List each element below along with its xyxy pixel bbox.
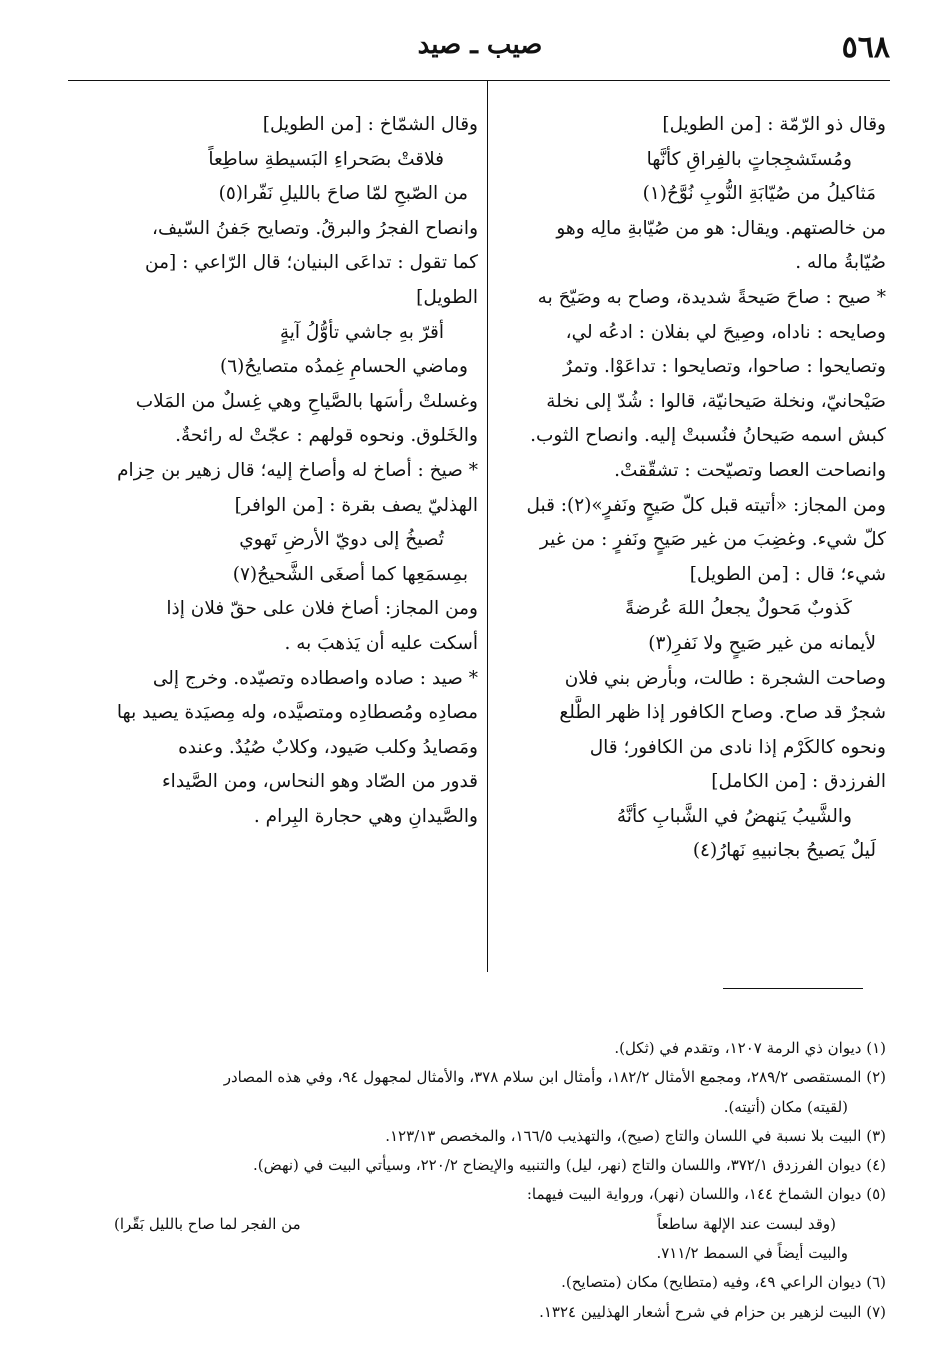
text-line: شيء؛ قال : [من الطويل] (689, 563, 886, 585)
footnotes (74, 1034, 886, 1327)
text-line: وغسلتْ رأسَها بالصَّياحِ وهي غِسلٌ من المَلاب (135, 390, 478, 412)
text-line: وقال ذو الرّمّة : [من الطويل] (662, 114, 886, 135)
verse-line: تُصيخُ إلى دويّ الأرضِ تَهوي (239, 529, 444, 551)
footnote-verse-first: (وقد لبست عند الإلهة ساطعاً (657, 1214, 836, 1233)
verse-line: وماضي الحسامِ غِمدُه متصايحُ(٦) (220, 356, 468, 378)
text-line: وصاحت الشجرة : طالت، وبأرض بني فلان (564, 667, 886, 689)
left-column (78, 108, 478, 834)
text-line: والخَلوق. ونحوه قولهم : عجّتْ له رائحةٌ. (175, 425, 478, 447)
text-line: صَيْحانيّ، ونخلة صَيحانيّة، قالوا : شُدّ إلى نخلة (546, 390, 886, 412)
text-line: الطويل] (416, 286, 478, 308)
footnote: (٤) ديوان الفرزدق ٣٧٢/١، واللسان والتاج (نهر، ليل) والتنبيه والإيضاح ٢٢٠/٢، وسيأتي البيت في (نهض). (252, 1156, 886, 1175)
text-line: أسكت عليه أن يَذهبَ به . (284, 632, 478, 654)
verse-line: لَيلٌ يَصيحُ بجانبيهِ نَهارُ(٤) (692, 840, 876, 862)
verse-line: مَثاكيلُ من صُيّابَةِ النُّوبِ نُوَّحُ(١) (642, 183, 876, 205)
footnote: (٣) البيت بلا نسبة في اللسان والتاج (صيح)، والتهذيب ١٦٦/٥، والمخصص ١٢٣/١٣. (385, 1126, 886, 1145)
page-header (70, 30, 890, 70)
verse-line: فلاقتْ بصَحراءِ البَسيطةِ ساطِعاً (208, 148, 444, 170)
right-column (486, 108, 886, 869)
footnote-verse-second: من الفجر لما صاح بالليل بَقّرا) (114, 1214, 301, 1233)
verse-line: لأيمانه من غير صَيحٍ ولا نَفرِ(٣) (648, 632, 876, 654)
running-title: صيب ـ صيد (417, 30, 543, 60)
verse-line: من الصّبحِ لمّا صاحَ بالليلِ نَفّرا(٥) (218, 183, 468, 205)
verse-line: ومُستَشجِجاتٍ بالفِراقِ كأنَّها (646, 148, 852, 170)
page-number: ٥٦٨ (841, 30, 890, 65)
text-line: صُيّابةُ ماله . (795, 252, 886, 274)
footnote-separator (723, 988, 863, 989)
text-line: والصَّيدانِ وهي حجارة البِرام . (253, 805, 478, 827)
entry-line: * صيد : صاده واصطاده وتصيّده. وخرج إلى (152, 667, 478, 689)
text-line: وانصاحت العصا وتصيّحت : تشقّقتْ. (614, 459, 886, 481)
text-line: وقال الشمّاخ : [من الطويل] (262, 114, 478, 135)
header-rule (68, 80, 890, 81)
text-line: الفرزدق : [من الكامل] (711, 771, 886, 793)
footnote: (٢) المستقصى ٢٨٩/٢، ومجمع الأمثال ١٨٢/٢، وأمثال ابن سلام ٣٧٨، والأمثال لمجهول ٩٤، وفي هذه المصادر (223, 1068, 886, 1087)
text-line: من خالصتهم. ويقال: هو من صُيّابةِ مالِه وهو (556, 217, 886, 239)
footnote-continuation: (لقيته) مكان (أتيته). (723, 1097, 848, 1116)
footnote: (٧) البيت لزهير بن حزام في شرح أشعار الهذليين ١٣٢٤. (539, 1302, 886, 1321)
text-line: كلّ شيء. وغضِبَ من غير صَيحٍ ونَفرٍ : من غير (539, 529, 886, 551)
footnote-verse (74, 1210, 886, 1239)
text-line: كما تقول : تداعَى البنيان؛ قال الرّاعي : [من (145, 252, 478, 274)
entry-line: * صيخ : أصاخ له وأصاخ إليه؛ قال زهير بن حِزام (117, 459, 478, 481)
footnote: (٦) ديوان الراعي ٤٩، وفيه (متطايح) مكان (متصايح). (561, 1273, 886, 1292)
footnote-continuation: والبيت أيضاً في السمط ٧١١/٢. (656, 1244, 848, 1263)
verse-line: بمِسمَعِها كما أصغَى الشَّحيحُ(٧) (232, 563, 468, 585)
text-line: ومن المجاز: أصاخ فلان على حقّ فلان إذا (166, 598, 478, 620)
text-line: مصادِه ومُصطادِه ومتصيَّده، وله مِصيَدة يصيد بها (116, 702, 478, 724)
text-line: وانصاح الفجرُ والبرقُ. وتصايح جَفنُ السّيف، (152, 217, 478, 239)
text-line: وتصايحوا : صاحوا، وتصايحوا : تداعَوْا. وتمرٌ (563, 356, 886, 378)
text-line: كبش اسمه صَيحانُ فنُسبتْ إليه. وانصاح الثوب. (530, 425, 886, 447)
verse-line: أقرّ بهِ جاشي تأوُّلُ آيةٍ (279, 321, 444, 343)
verse-line: كَذوبٌ مَحولٌ يجعلُ اللهَ عُرضةً (625, 598, 852, 620)
text-line: الهذليّ يصف بقرة : [من الوافر] (234, 494, 478, 516)
text-line: وصايحه : ناداه، وصِيحَ لي بفلان : ادعُه لي، (565, 321, 886, 343)
footnote: (٥) ديوان الشماخ ١٤٤، واللسان (نهر)، ورواية البيت فيهما: (526, 1185, 886, 1204)
text-line: ومَصايدُ وكلب صَيود، وكلابٌ صُيُدٌ. وعنده (178, 736, 478, 758)
text-line: شجرٌ قد صاح. وصاح الكافور إذا ظهر الطَّلع (559, 702, 886, 724)
text-line: ومن المجاز: «أتيته قبل كلّ صَيحٍ ونَفرٍ»(٢): قبل (526, 494, 886, 516)
text-line: قدور من الصّاد وهو النحاس، ومن الصَّيداء (161, 771, 478, 793)
entry-line: * صيح : صاحَ صَيحةً شديدة، وصاح به وصَيّحَ به (537, 286, 886, 308)
text-line: ونحوه كالكَرْم إذا نادى من الكافور؛ قال (589, 736, 886, 758)
verse-line: والشَّيبُ يَنهضُ في الشَّبابِ كأنَّهُ (616, 805, 852, 827)
footnote: (١) ديوان ذي الرمة ١٢٠٧، وتقدم في (ثكل). (614, 1039, 886, 1057)
